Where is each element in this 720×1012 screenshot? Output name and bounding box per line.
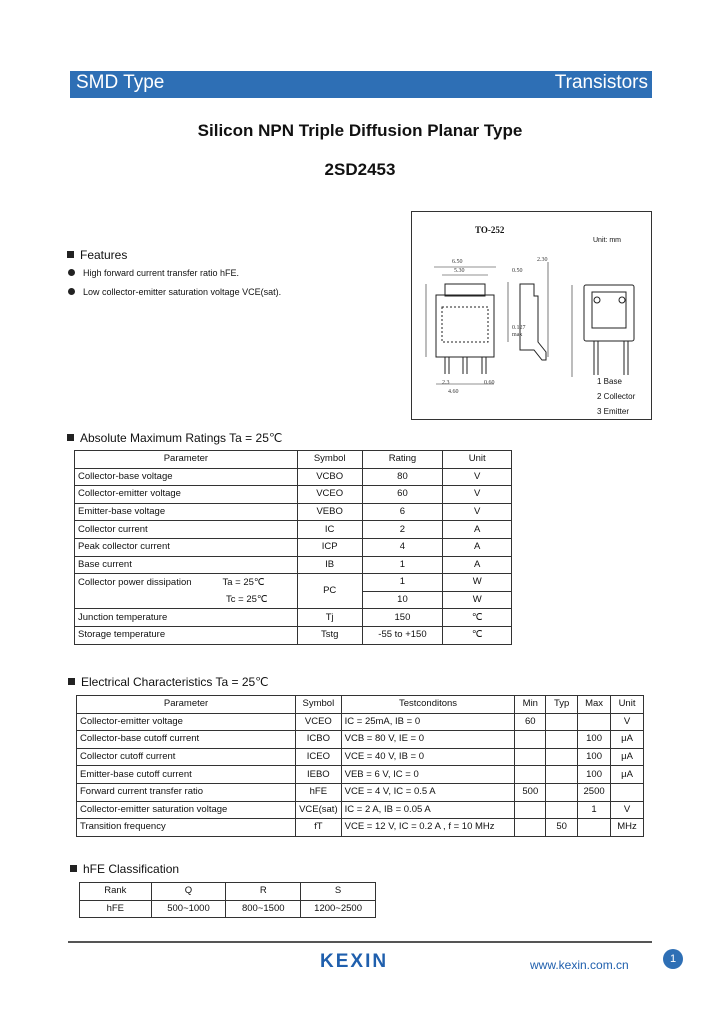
- svg-text:4.60: 4.60: [448, 389, 459, 395]
- table-header-row: Parameter Symbol Rating Unit: [75, 451, 512, 469]
- table-row: Emitter-base voltage VEBO 6 V: [75, 503, 512, 521]
- table-row: hFE 500~1000 800~1500 1200~2500: [80, 900, 376, 918]
- package-name: TO-252: [475, 225, 505, 235]
- square-bullet-icon: [67, 434, 74, 441]
- table-row: Collector-base voltage VCBO 80 V: [75, 468, 512, 486]
- table-row: Collector-emitter voltage VCEO IC = 25mA, IB = 0 60 V: [77, 713, 644, 731]
- svg-text:2.3: 2.3: [442, 380, 450, 386]
- pin-label: 3 Emitter: [597, 407, 630, 416]
- svg-text:0.50: 0.50: [512, 268, 523, 274]
- footer-divider: [68, 941, 652, 943]
- svg-text:6.50: 6.50: [452, 259, 463, 265]
- table-row: Rank Q R S: [80, 883, 376, 901]
- page-number-badge: 1: [663, 949, 683, 969]
- table-header-row: Parameter Symbol Testconditons Min Typ Max Unit: [77, 696, 644, 714]
- table-row: Transition frequency fT VCE = 12 V, IC = 0.2 A , f = 10 MHz 50 MHz: [77, 819, 644, 837]
- part-number: 2SD2453: [324, 160, 396, 179]
- table-row: Peak collector current ICP 4 A: [75, 538, 512, 556]
- round-bullet-icon: [68, 288, 75, 295]
- table-row: Collector-base cutoff current ICBO VCB = 80 V, IE = 0 100 μA: [77, 731, 644, 749]
- round-bullet-icon: [68, 269, 75, 276]
- svg-text:max: max: [512, 332, 523, 338]
- svg-text:0.60: 0.60: [484, 380, 495, 386]
- table-row: Storage temperature Tstg -55 to +150 ℃: [75, 626, 512, 644]
- table-row: Collector power dissipation Ta = 25℃ PC 1 W: [75, 574, 512, 592]
- header-left: SMD Type: [76, 72, 165, 93]
- abs-max-table: [74, 450, 512, 645]
- table-row: Forward current transfer ratio hFE VCE = 4 V, IC = 0.5 A 500 2500: [77, 783, 644, 801]
- doc-title: Silicon NPN Triple Diffusion Planar Type: [197, 121, 523, 140]
- feature-item: Low collector-emitter saturation voltage VCE(sat).: [68, 287, 281, 297]
- elec-heading: Electrical Characteristics Ta = 25℃: [68, 675, 269, 689]
- svg-text:0.127: 0.127: [512, 325, 526, 331]
- table-row: Junction temperature Tj 150 ℃: [75, 609, 512, 627]
- features-heading: Features: [67, 248, 127, 262]
- header-right: Transistors: [554, 72, 648, 93]
- table-row: Emitter-base cutoff current IEBO VEB = 6 V, IC = 0 100 μA: [77, 766, 644, 784]
- abs-max-heading: Absolute Maximum Ratings Ta = 25℃: [67, 431, 282, 445]
- square-bullet-icon: [70, 865, 77, 872]
- table-row: Base current IB 1 A: [75, 556, 512, 574]
- table-row: Collector cutoff current ICEO VCE = 40 V, IB = 0 100 μA: [77, 748, 644, 766]
- pin-label: 2 Collector: [597, 392, 636, 401]
- square-bullet-icon: [68, 678, 75, 685]
- hfe-heading: hFE Classification: [70, 862, 179, 876]
- package-unit: Unit: mm: [593, 237, 621, 244]
- feature-item: High forward current transfer ratio hFE.: [68, 268, 239, 278]
- svg-text:5.30: 5.30: [454, 268, 465, 274]
- kexin-logo: KEXIN: [320, 951, 389, 972]
- square-bullet-icon: [67, 251, 74, 258]
- table-row: Tc = 25℃ 10 W: [75, 591, 512, 609]
- hfe-table: [79, 882, 376, 918]
- svg-text:2.30: 2.30: [537, 257, 548, 263]
- header-banner: [70, 71, 652, 98]
- package-drawing: [411, 211, 652, 420]
- table-row: Collector-emitter voltage VCEO 60 V: [75, 486, 512, 504]
- pin-label: 1 Base: [597, 377, 622, 386]
- table-row: Collector-emitter saturation voltage VCE(sat) IC = 2 A, IB = 0.05 A 1 V: [77, 801, 644, 819]
- table-row: Collector current IC 2 A: [75, 521, 512, 539]
- footer-url[interactable]: www.kexin.com.cn: [530, 958, 629, 972]
- elec-table: [76, 695, 644, 837]
